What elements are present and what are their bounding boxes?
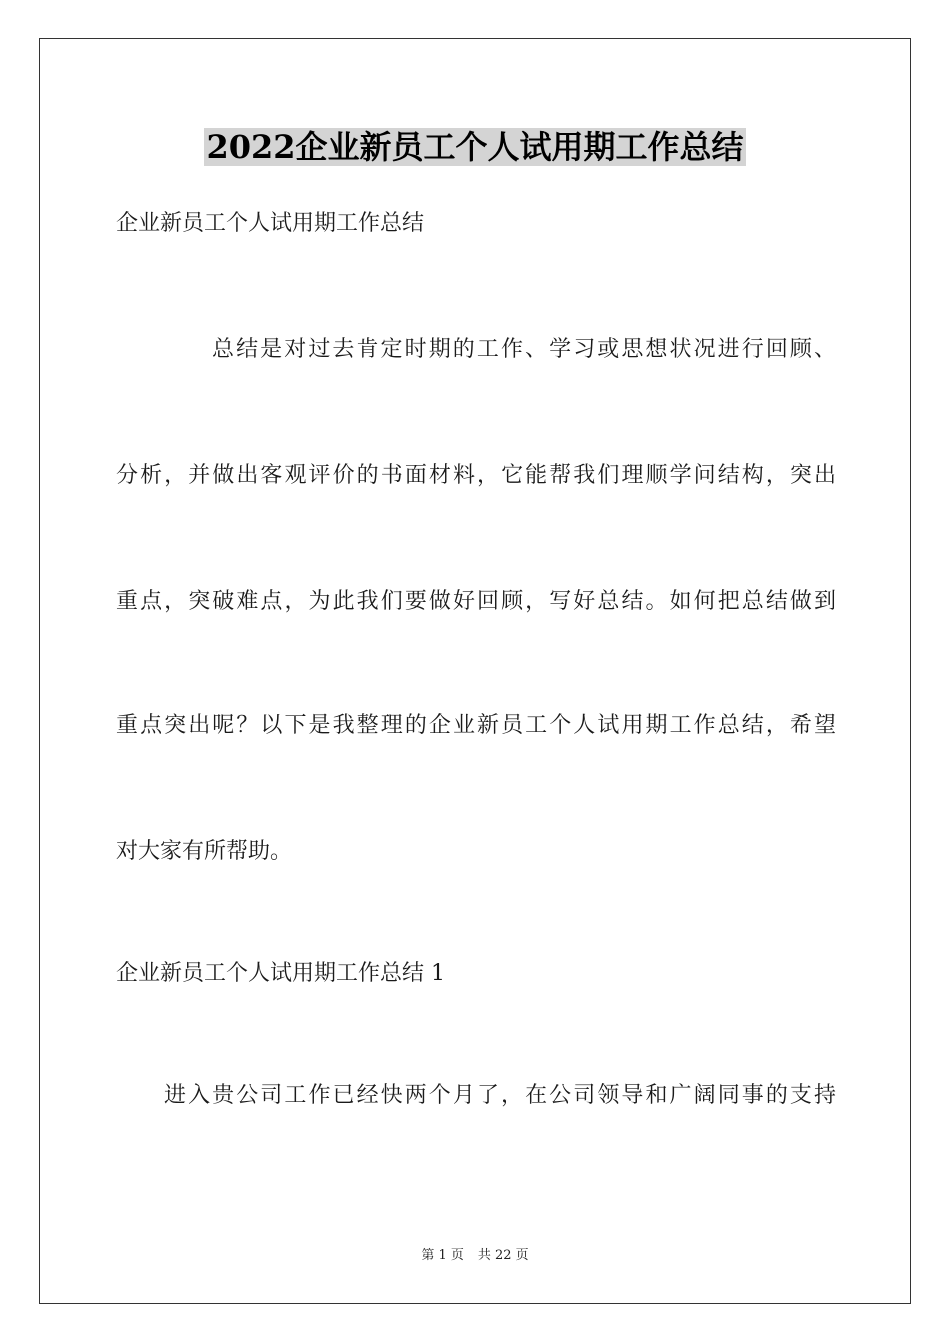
paragraph-line: 进入贵公司工作已经快两个月了，在公司领导和广阔同事的支持 (164, 1083, 836, 1108)
paragraph-line: 重点，突破难点，为此我们要做好回顾，写好总结。如何把总结做到 (116, 589, 836, 614)
page-footer (0, 1246, 950, 1266)
page-number: 第 1 页 (421, 1248, 464, 1263)
document-subtitle: 企业新员工个人试用期工作总结 (116, 211, 425, 236)
paragraph-line: 对大家有所帮助。 (116, 839, 293, 864)
document-title-text: 2022企业新员工个人试用期工作总结 (206, 128, 744, 166)
paragraph-line: 总结是对过去肯定时期的工作、学习或思想状况进行回顾、 (212, 337, 836, 362)
page-total: 共 22 页 (477, 1248, 529, 1263)
paragraph-line: 重点突出呢？以下是我整理的企业新员工个人试用期工作总结，希望 (116, 713, 836, 738)
paragraph-line: 分析，并做出客观评价的书面材料，它能帮我们理顺学问结构，突出 (116, 463, 836, 488)
section-heading: 企业新员工个人试用期工作总结 1 (116, 961, 445, 986)
document-title (0, 124, 950, 170)
